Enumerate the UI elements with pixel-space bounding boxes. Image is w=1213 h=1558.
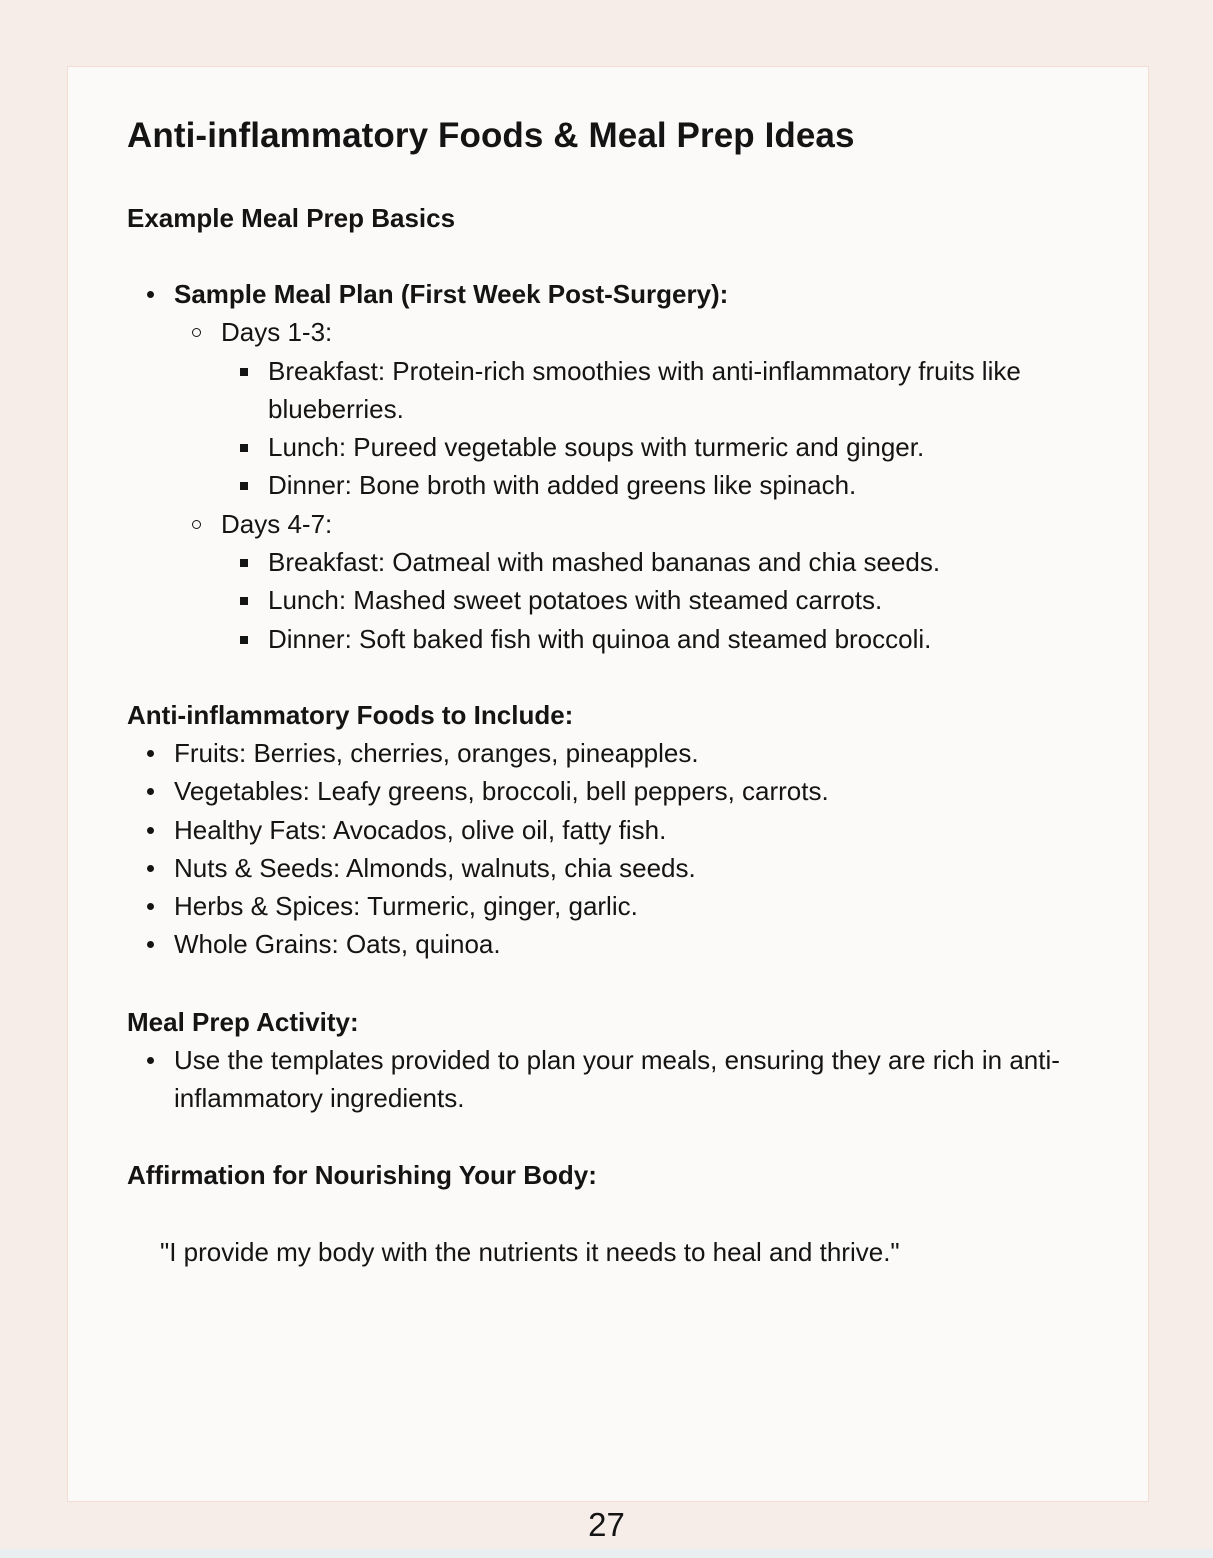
days-group (174, 313, 1107, 504)
meal-item: Breakfast: Protein-rich smoothies with anti-inflammatory fruits like blueberries. (221, 352, 1107, 429)
page-number: 27 (588, 1506, 625, 1543)
meal-prep-heading: Example Meal Prep Basics (127, 203, 456, 233)
foods-list (127, 734, 1107, 964)
activity-heading: Meal Prep Activity: (127, 1006, 359, 1037)
page-title: Anti-inflammatory Foods & Meal Prep Ideas (127, 116, 855, 155)
meal-plan-title: Sample Meal Plan (First Week Post-Surgery): (174, 279, 729, 309)
meal-item: Lunch: Mashed sweet potatoes with steamed carrots. (221, 581, 1107, 619)
food-item: Fruits: Berries, cherries, oranges, pineapples. (127, 734, 1107, 772)
days-label: Days 4-7: (221, 508, 333, 539)
days-list (174, 313, 1107, 658)
foods-heading: Anti-inflammatory Foods to Include: (127, 699, 574, 730)
meal-item: Lunch: Pureed vegetable soups with turmeric and ginger. (221, 428, 1107, 466)
food-item: Healthy Fats: Avocados, olive oil, fatty fish. (127, 811, 1107, 849)
food-item: Whole Grains: Oats, quinoa. (127, 925, 1107, 963)
meals-list (221, 543, 1107, 658)
affirmation-heading: Affirmation for Nourishing Your Body: (127, 1160, 597, 1191)
meal-plan-item (127, 275, 1107, 658)
meal-item: Dinner: Soft baked fish with quinoa and steamed broccoli. (221, 620, 1107, 658)
meal-item: Dinner: Bone broth with added greens like spinach. (221, 466, 1107, 504)
page-content (127, 115, 1107, 1271)
food-item: Nuts & Seeds: Almonds, walnuts, chia seeds. (127, 849, 1107, 887)
food-item: Vegetables: Leafy greens, broccoli, bell peppers, carrots. (127, 772, 1107, 810)
activity-list (127, 1041, 1107, 1118)
days-label: Days 1-3: (221, 317, 333, 348)
bottom-edge (0, 1549, 1213, 1558)
activity-item: Use the templates provided to plan your meals, ensuring they are rich in anti-inflammatory ingredients. (127, 1041, 1107, 1118)
page-card (67, 66, 1149, 1502)
meal-plan-list (127, 275, 1107, 658)
meals-list (221, 352, 1107, 505)
food-item: Herbs & Spices: Turmeric, ginger, garlic. (127, 887, 1107, 925)
meal-item: Breakfast: Oatmeal with mashed bananas and chia seeds. (221, 543, 1107, 581)
days-group (174, 505, 1107, 658)
affirmation-quote: "I provide my body with the nutrients it needs to heal and thrive." (160, 1237, 900, 1268)
